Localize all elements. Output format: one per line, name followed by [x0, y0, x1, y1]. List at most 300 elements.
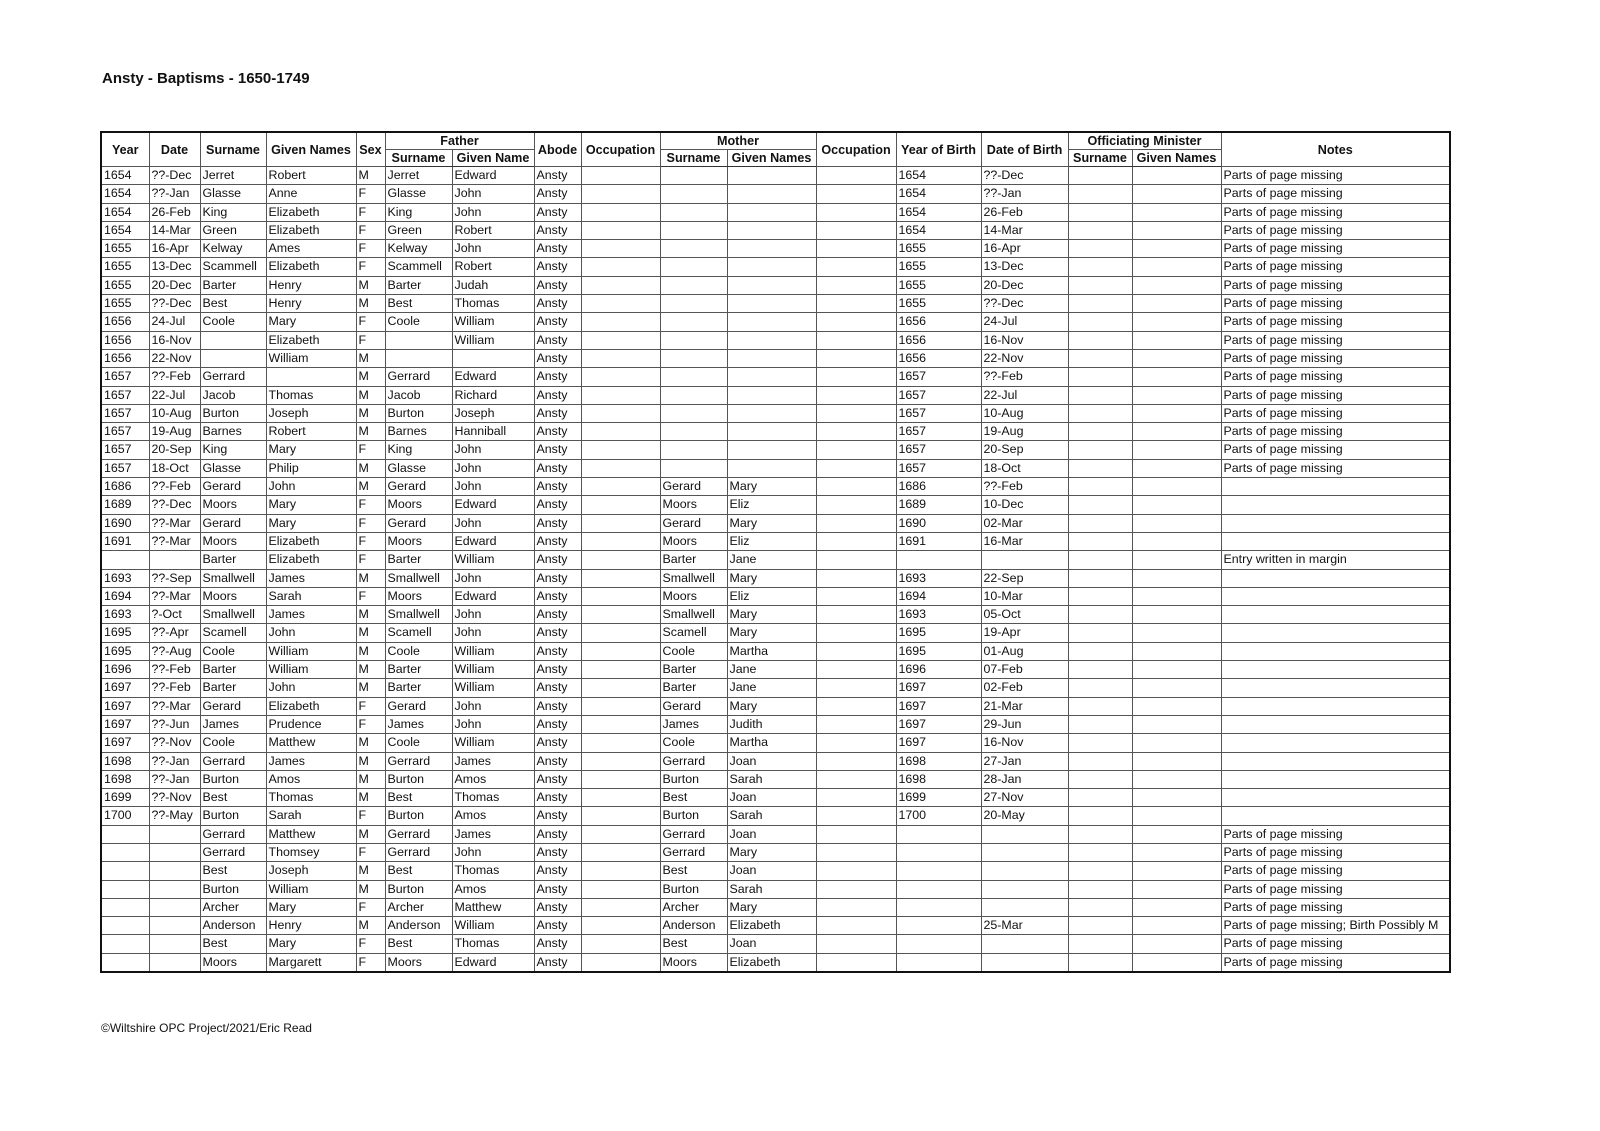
cell-given: William [266, 661, 356, 679]
cell-sex: M [356, 276, 385, 294]
cell-date: ??-Mar [149, 514, 200, 532]
cell-sex: F [356, 258, 385, 276]
cell-yob: 1693 [896, 569, 981, 587]
header-sex: Sex [356, 132, 385, 167]
header-mother: Mother [660, 132, 816, 150]
header-given-names: Given Names [266, 132, 356, 167]
cell-min-given [1132, 917, 1221, 935]
cell-date: ??-Jan [149, 752, 200, 770]
cell-sex: M [356, 789, 385, 807]
cell-sex: F [356, 551, 385, 569]
cell-given: Prudence [266, 715, 356, 733]
cell-min-given [1132, 349, 1221, 367]
cell-sex: M [356, 423, 385, 441]
cell-min-given [1132, 624, 1221, 642]
cell-abode: Ansty [534, 441, 581, 459]
cell-m-given: Mary [727, 569, 816, 587]
cell-m-given: Sarah [727, 770, 816, 788]
cell-surname: Barter [200, 661, 266, 679]
cell-occupation [581, 295, 660, 313]
table-row [101, 496, 1450, 514]
cell-m-occupation [816, 752, 896, 770]
cell-m-occupation [816, 880, 896, 898]
cell-occupation [581, 789, 660, 807]
cell-f-given: John [452, 624, 534, 642]
cell-surname: Coole [200, 642, 266, 660]
cell-notes: Parts of page missing [1221, 843, 1450, 861]
cell-year [101, 935, 149, 953]
cell-year: 1657 [101, 404, 149, 422]
cell-m-occupation [816, 551, 896, 569]
cell-m-occupation [816, 770, 896, 788]
cell-abode: Ansty [534, 404, 581, 422]
cell-yob [896, 880, 981, 898]
cell-occupation [581, 862, 660, 880]
cell-m-occupation [816, 569, 896, 587]
cell-m-occupation [816, 240, 896, 258]
cell-occupation [581, 917, 660, 935]
cell-min-given [1132, 587, 1221, 605]
cell-notes: Parts of page missing [1221, 404, 1450, 422]
cell-yob: 1654 [896, 203, 981, 221]
cell-m-surname [660, 240, 727, 258]
cell-m-given [727, 349, 816, 367]
cell-sex: M [356, 606, 385, 624]
cell-occupation [581, 843, 660, 861]
cell-year: 1698 [101, 752, 149, 770]
cell-min-given [1132, 953, 1221, 972]
table-row [101, 935, 1450, 953]
cell-dob: 24-Jul [981, 313, 1068, 331]
cell-f-surname: Moors [385, 532, 452, 550]
cell-date: ??-Dec [149, 496, 200, 514]
cell-year: 1657 [101, 459, 149, 477]
cell-min-surname [1068, 368, 1132, 386]
cell-m-surname [660, 221, 727, 239]
cell-yob: 1697 [896, 679, 981, 697]
cell-sex: F [356, 532, 385, 550]
cell-given: Sarah [266, 587, 356, 605]
cell-f-surname: Coole [385, 734, 452, 752]
cell-min-surname [1068, 532, 1132, 550]
cell-m-occupation [816, 478, 896, 496]
cell-date: 18-Oct [149, 459, 200, 477]
cell-given: Elizabeth [266, 221, 356, 239]
table-row [101, 825, 1450, 843]
table-row [101, 734, 1450, 752]
cell-given: Robert [266, 167, 356, 185]
cell-year: 1697 [101, 734, 149, 752]
cell-abode: Ansty [534, 715, 581, 733]
cell-year: 1657 [101, 386, 149, 404]
cell-f-given: Amos [452, 770, 534, 788]
cell-m-surname: Moors [660, 496, 727, 514]
cell-m-surname: Best [660, 862, 727, 880]
cell-notes: Parts of page missing [1221, 441, 1450, 459]
cell-yob: 1657 [896, 386, 981, 404]
cell-given: Ames [266, 240, 356, 258]
cell-given: Elizabeth [266, 551, 356, 569]
cell-notes [1221, 734, 1450, 752]
cell-dob: 21-Mar [981, 697, 1068, 715]
cell-sex: F [356, 221, 385, 239]
cell-m-surname [660, 295, 727, 313]
cell-m-surname: Gerard [660, 697, 727, 715]
cell-f-given: William [452, 917, 534, 935]
cell-occupation [581, 551, 660, 569]
cell-occupation [581, 935, 660, 953]
cell-min-given [1132, 935, 1221, 953]
cell-abode: Ansty [534, 368, 581, 386]
cell-abode: Ansty [534, 514, 581, 532]
cell-yob: 1655 [896, 295, 981, 313]
cell-min-given [1132, 331, 1221, 349]
cell-sex: M [356, 880, 385, 898]
cell-f-given: Edward [452, 167, 534, 185]
cell-dob [981, 825, 1068, 843]
cell-given: Mary [266, 313, 356, 331]
cell-sex: M [356, 679, 385, 697]
cell-min-surname [1068, 587, 1132, 605]
cell-m-occupation [816, 953, 896, 972]
cell-dob: 19-Aug [981, 423, 1068, 441]
cell-m-surname: Gerard [660, 514, 727, 532]
cell-surname: Moors [200, 532, 266, 550]
cell-abode: Ansty [534, 953, 581, 972]
cell-min-surname [1068, 661, 1132, 679]
cell-m-occupation [816, 368, 896, 386]
cell-dob [981, 843, 1068, 861]
cell-year: 1690 [101, 514, 149, 532]
table-row [101, 661, 1450, 679]
cell-m-given: Joan [727, 825, 816, 843]
cell-abode: Ansty [534, 532, 581, 550]
cell-m-occupation [816, 862, 896, 880]
cell-min-given [1132, 697, 1221, 715]
cell-sex: F [356, 496, 385, 514]
cell-sex: M [356, 862, 385, 880]
cell-given: Elizabeth [266, 532, 356, 550]
table-row [101, 953, 1450, 972]
cell-yob: 1657 [896, 404, 981, 422]
cell-date: 22-Nov [149, 349, 200, 367]
cell-yob: 1698 [896, 770, 981, 788]
cell-sex: F [356, 313, 385, 331]
table-row [101, 258, 1450, 276]
cell-date: 14-Mar [149, 221, 200, 239]
cell-f-given: William [452, 331, 534, 349]
cell-abode: Ansty [534, 697, 581, 715]
cell-year: 1654 [101, 167, 149, 185]
cell-sex: F [356, 185, 385, 203]
cell-given: John [266, 478, 356, 496]
cell-m-surname: Coole [660, 734, 727, 752]
cell-dob: 27-Nov [981, 789, 1068, 807]
cell-m-surname: Barter [660, 551, 727, 569]
cell-year: 1657 [101, 368, 149, 386]
cell-notes: Parts of page missing [1221, 423, 1450, 441]
cell-min-surname [1068, 917, 1132, 935]
cell-f-given: William [452, 734, 534, 752]
cell-f-surname: Best [385, 295, 452, 313]
cell-occupation [581, 898, 660, 916]
table-row [101, 770, 1450, 788]
cell-m-given: Jane [727, 551, 816, 569]
table-row [101, 240, 1450, 258]
cell-m-surname [660, 258, 727, 276]
cell-min-surname [1068, 880, 1132, 898]
cell-f-surname: Gerrard [385, 368, 452, 386]
cell-given: James [266, 752, 356, 770]
cell-f-surname: Coole [385, 642, 452, 660]
cell-sex: F [356, 697, 385, 715]
cell-notes [1221, 661, 1450, 679]
cell-dob: 16-Apr [981, 240, 1068, 258]
cell-year [101, 843, 149, 861]
cell-min-given [1132, 496, 1221, 514]
cell-surname: Gerard [200, 478, 266, 496]
cell-min-surname [1068, 624, 1132, 642]
cell-f-given: Matthew [452, 898, 534, 916]
cell-abode: Ansty [534, 679, 581, 697]
cell-min-surname [1068, 606, 1132, 624]
cell-min-given [1132, 276, 1221, 294]
cell-dob: ??-Feb [981, 368, 1068, 386]
cell-year: 1656 [101, 313, 149, 331]
cell-m-given [727, 404, 816, 422]
cell-surname: Burton [200, 807, 266, 825]
cell-notes [1221, 697, 1450, 715]
cell-m-occupation [816, 167, 896, 185]
cell-f-given: William [452, 661, 534, 679]
table-row [101, 276, 1450, 294]
cell-dob: 22-Jul [981, 386, 1068, 404]
cell-dob [981, 953, 1068, 972]
cell-surname: Barter [200, 276, 266, 294]
cell-f-surname: Best [385, 935, 452, 953]
table-row [101, 880, 1450, 898]
cell-date [149, 935, 200, 953]
cell-date: ??-Dec [149, 167, 200, 185]
cell-f-surname: Barter [385, 276, 452, 294]
cell-m-occupation [816, 697, 896, 715]
cell-f-given [452, 349, 534, 367]
cell-min-surname [1068, 441, 1132, 459]
cell-surname: Gerard [200, 514, 266, 532]
cell-m-surname: Gerrard [660, 843, 727, 861]
cell-dob [981, 880, 1068, 898]
cell-surname [200, 349, 266, 367]
cell-date [149, 898, 200, 916]
cell-abode: Ansty [534, 386, 581, 404]
cell-year [101, 862, 149, 880]
cell-min-surname [1068, 276, 1132, 294]
cell-f-given: William [452, 551, 534, 569]
cell-sex: F [356, 331, 385, 349]
header-minister-surname: Surname [1068, 150, 1132, 167]
cell-sex: F [356, 587, 385, 605]
cell-given: Margarett [266, 953, 356, 972]
cell-occupation [581, 221, 660, 239]
cell-given: Mary [266, 496, 356, 514]
cell-yob: 1657 [896, 368, 981, 386]
cell-abode: Ansty [534, 862, 581, 880]
cell-f-given: William [452, 313, 534, 331]
cell-occupation [581, 349, 660, 367]
cell-f-given: John [452, 514, 534, 532]
cell-m-given [727, 295, 816, 313]
cell-abode: Ansty [534, 496, 581, 514]
cell-yob [896, 953, 981, 972]
cell-m-occupation [816, 642, 896, 660]
baptism-register-table [100, 131, 1451, 973]
cell-m-given: Sarah [727, 807, 816, 825]
cell-min-surname [1068, 752, 1132, 770]
cell-f-given: John [452, 459, 534, 477]
cell-min-given [1132, 862, 1221, 880]
cell-year [101, 825, 149, 843]
cell-sex: M [356, 734, 385, 752]
cell-year: 1654 [101, 221, 149, 239]
cell-abode: Ansty [534, 935, 581, 953]
cell-min-given [1132, 843, 1221, 861]
cell-year: 1700 [101, 807, 149, 825]
cell-occupation [581, 679, 660, 697]
cell-min-given [1132, 734, 1221, 752]
cell-min-given [1132, 679, 1221, 697]
cell-m-surname [660, 331, 727, 349]
cell-date: 10-Aug [149, 404, 200, 422]
cell-surname: Burton [200, 770, 266, 788]
cell-min-surname [1068, 551, 1132, 569]
cell-m-given: Joan [727, 862, 816, 880]
cell-surname: Kelway [200, 240, 266, 258]
cell-surname: Gerrard [200, 843, 266, 861]
cell-m-given: Eliz [727, 532, 816, 550]
table-row [101, 167, 1450, 185]
cell-abode: Ansty [534, 752, 581, 770]
cell-m-surname: Smallwell [660, 606, 727, 624]
cell-dob: 01-Aug [981, 642, 1068, 660]
cell-f-surname: Smallwell [385, 606, 452, 624]
table-row [101, 313, 1450, 331]
cell-surname: Barter [200, 551, 266, 569]
cell-occupation [581, 478, 660, 496]
cell-f-surname: Jerret [385, 167, 452, 185]
cell-m-given [727, 423, 816, 441]
table-row [101, 349, 1450, 367]
cell-f-given: Amos [452, 807, 534, 825]
cell-given: Mary [266, 514, 356, 532]
cell-f-given: Thomas [452, 862, 534, 880]
cell-f-surname [385, 331, 452, 349]
cell-m-given: Jane [727, 661, 816, 679]
cell-f-given: John [452, 185, 534, 203]
cell-dob: 16-Nov [981, 734, 1068, 752]
cell-abode: Ansty [534, 221, 581, 239]
cell-date: 16-Nov [149, 331, 200, 349]
cell-m-occupation [816, 898, 896, 916]
cell-min-given [1132, 313, 1221, 331]
cell-occupation [581, 386, 660, 404]
cell-occupation [581, 642, 660, 660]
cell-notes [1221, 624, 1450, 642]
cell-dob: 07-Feb [981, 661, 1068, 679]
cell-occupation [581, 368, 660, 386]
header-year: Year [101, 132, 149, 167]
cell-year: 1655 [101, 258, 149, 276]
cell-dob: ??-Feb [981, 478, 1068, 496]
cell-min-surname [1068, 770, 1132, 788]
cell-f-surname: Glasse [385, 185, 452, 203]
cell-min-given [1132, 880, 1221, 898]
cell-m-surname: Best [660, 935, 727, 953]
cell-m-surname [660, 167, 727, 185]
cell-m-occupation [816, 349, 896, 367]
cell-date [149, 551, 200, 569]
cell-sex: M [356, 770, 385, 788]
cell-given: Mary [266, 898, 356, 916]
cell-sex: F [356, 953, 385, 972]
cell-f-surname: Gerard [385, 514, 452, 532]
cell-min-surname [1068, 167, 1132, 185]
cell-notes: Parts of page missing [1221, 935, 1450, 953]
cell-yob: 1697 [896, 715, 981, 733]
cell-given: Philip [266, 459, 356, 477]
header-year-of-birth: Year of Birth [896, 132, 981, 167]
cell-given: Sarah [266, 807, 356, 825]
cell-abode: Ansty [534, 880, 581, 898]
cell-notes [1221, 679, 1450, 697]
cell-m-surname: Moors [660, 953, 727, 972]
cell-year [101, 880, 149, 898]
cell-m-occupation [816, 807, 896, 825]
cell-min-given [1132, 258, 1221, 276]
table-row [101, 514, 1450, 532]
cell-m-given: Elizabeth [727, 917, 816, 935]
cell-min-surname [1068, 843, 1132, 861]
cell-f-given: John [452, 843, 534, 861]
cell-given: Elizabeth [266, 331, 356, 349]
cell-dob: 29-Jun [981, 715, 1068, 733]
cell-sex: M [356, 349, 385, 367]
cell-surname: Jerret [200, 167, 266, 185]
cell-yob: 1699 [896, 789, 981, 807]
cell-min-surname [1068, 496, 1132, 514]
cell-occupation [581, 331, 660, 349]
cell-date: 16-Apr [149, 240, 200, 258]
cell-f-given: John [452, 240, 534, 258]
cell-min-given [1132, 715, 1221, 733]
cell-f-given: James [452, 825, 534, 843]
cell-abode: Ansty [534, 624, 581, 642]
cell-min-surname [1068, 514, 1132, 532]
cell-year: 1699 [101, 789, 149, 807]
cell-m-surname: James [660, 715, 727, 733]
cell-occupation [581, 807, 660, 825]
cell-min-given [1132, 167, 1221, 185]
cell-min-given [1132, 221, 1221, 239]
table-row [101, 642, 1450, 660]
cell-min-surname [1068, 386, 1132, 404]
cell-m-given [727, 276, 816, 294]
cell-dob: ??-Dec [981, 167, 1068, 185]
cell-f-given: John [452, 441, 534, 459]
cell-surname: Scamell [200, 624, 266, 642]
cell-yob: 1694 [896, 587, 981, 605]
cell-dob: 28-Jan [981, 770, 1068, 788]
cell-min-given [1132, 789, 1221, 807]
